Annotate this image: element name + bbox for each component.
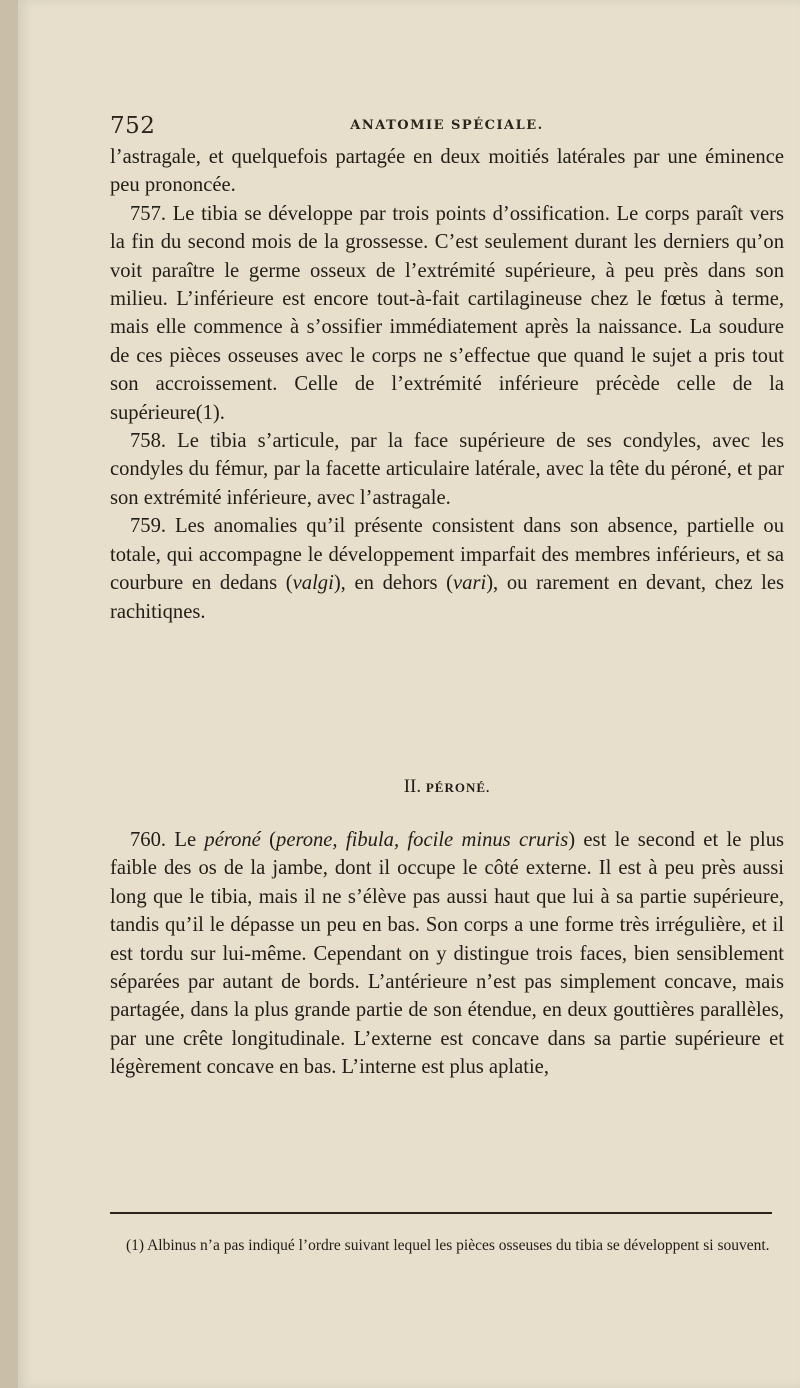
page-number: 752 (110, 113, 156, 139)
book-page (18, 0, 800, 1388)
paragraph-760 (110, 826, 784, 1082)
p759-valgi: valgi (292, 572, 334, 595)
p759-mid: ), en dehors ( (333, 572, 454, 595)
p760-rest: ) est le second et le plus faible des os de la jambe, dont il occupe le côté externe. Il est à peu près aussi long que le tibia, mais il ne s’élève pas aussi haut que lui à sa partie supérieure, tandis qu’il le dépasse un peu en bas. Son corps a une forme très irrégulière, et il est tordu sur lui-même. Cependant on y distingue trois faces, bien sensiblement séparées par autant de bords. L’antérieure n’est pas simplement concave, mais partagée, dans la plus grande partie de son étendue, en deux gouttières parallèles, par une crête longitudinale. L’externe est concave dans sa partie supérieure et légèrement concave en bas. L’interne est plus aplatie, (110, 829, 784, 1079)
section-title: PÉRONÉ. (425, 780, 491, 795)
body-text-top (110, 143, 784, 626)
paragraph-759 (110, 512, 784, 626)
running-title: ANATOMIE SPÉCIALE. (350, 118, 544, 133)
p760-perone: péroné (204, 829, 261, 851)
p759-end: ), ou rarement en devant, chez les rachitiqnes. (110, 572, 784, 623)
paragraph-758: 758. Le tibia s’articule, par la face supérieure de ses condyles, avec les condyles du fémur, par la facette articulaire latérale, avec la tête du péroné, et par son extrémité inférieure, avec l’astragale. (110, 430, 784, 509)
footnote (110, 1234, 772, 1258)
p760-num: 760. Le (130, 829, 205, 851)
body-text-bottom (110, 826, 784, 1082)
p760-latin: perone, fibula, focile minus cruris (276, 829, 569, 851)
paragraph-757: 757. Le tibia se développe par trois points d’ossification. Le corps paraît vers la fin du second mois de la grossesse. C’est seulement durant les derniers qu’on voit paraître le germe osseux de l’extrémité supérieure, à peu près dans son milieu. L’inférieure est encore tout-à-fait cartilagineuse chez le fœtus à terme, mais elle commence à s’ossifier immédiatement après la naissance. La soudure de ces pièces osseuses avec le corps ne s’effectue que quand le sujet a pris tout son accroissement. Celle de l’extrémité inférieure précède celle de la supérieure(1). (110, 202, 784, 424)
footnote-text: (1) Albinus n’a pas indiqué l’ordre suivant lequel les pièces osseuses du tibia se développent si souvent. (126, 1237, 770, 1254)
p759-vari: vari (453, 572, 487, 595)
section-numeral: II. (403, 776, 422, 797)
footnote-rule (110, 1212, 772, 1214)
p759-start: 759. Les anomalies qu’il présente consistent dans son absence, partielle ou totale, qui accompagne le développement imparfait des membres inférieurs, et sa courbure en dedans ( (110, 515, 784, 595)
page-header (110, 113, 784, 143)
paragraph-continuation: l’astragale, et quelquefois partagée en deux moitiés latérales par une éminence peu prononcée. (110, 146, 784, 197)
section-heading (110, 776, 784, 798)
p760-paren: ( (260, 829, 277, 851)
